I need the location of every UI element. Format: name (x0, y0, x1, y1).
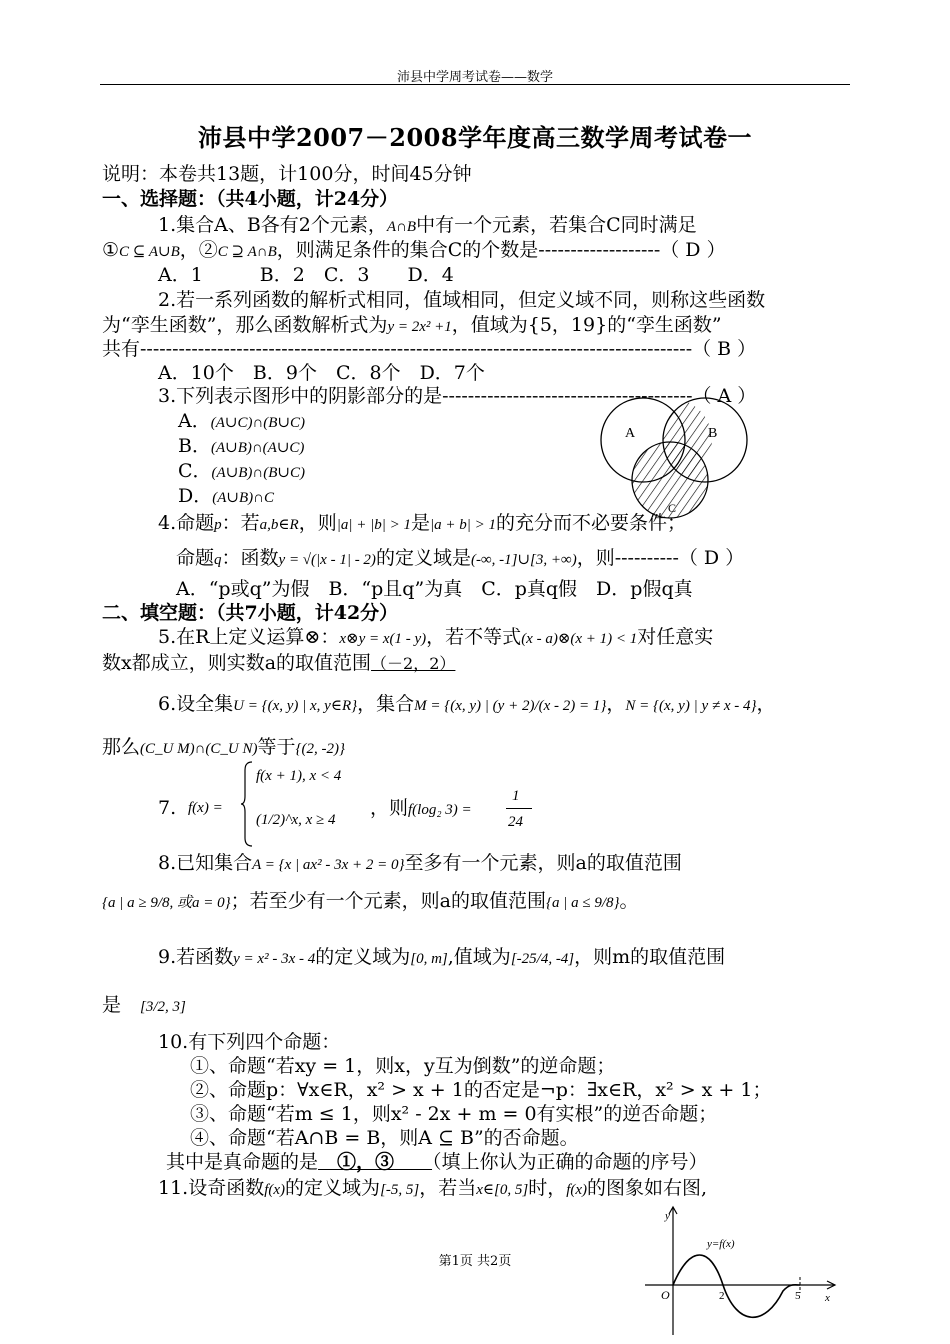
q9-answer: [3/2, 3] (140, 999, 186, 1015)
q2-line1: 2.若一系列函数的解析式相同，值域相同，但定义域不同，则称这些函数 (158, 289, 766, 311)
page-footer: 第1页 共2页 (438, 1254, 512, 1269)
q11-function-graph (645, 1205, 845, 1340)
q7-label: 7. (158, 797, 177, 819)
q5-answer: （－2，2） (371, 654, 456, 673)
q7-then: ，则f(log₂ 3) = (370, 797, 472, 819)
q9-line1: 9.若函数y = x² - 3x - 4的定义域为[0, m],值域为[-25/4, -4]，则m的取值范围 (158, 946, 726, 968)
graph-tick-5: 5 (795, 1290, 801, 1302)
venn-diagram (595, 390, 755, 530)
q1-line2: ①C ⊆ A∪B，②C ⊇ A∩B，则满足条件的集合C的个数是-------------------（ D ） (102, 239, 726, 261)
q9-line2: 是 [3/2, 3] (102, 994, 186, 1016)
q8-answer2: {a | a ≤ 9/8} (546, 895, 620, 911)
q3-option-b: B．(A∪B)∩(A∪C) (178, 435, 305, 457)
q2-options: A．10个 B．9个 C．8个 D．7个 (158, 362, 485, 384)
q7-answer-denominator: 24 (508, 814, 523, 830)
q3-option-a: A．(A∪C)∩(B∪C) (178, 410, 306, 432)
q10-prop4: ④、命题“若A∩B = B，则A ⊆ B”的否命题。 (190, 1127, 579, 1149)
graph-x-label: x (825, 1292, 830, 1304)
q2-line2: 为“孪生函数”，那么函数解析式为y = 2x² +1，值域为{5，19}的“孪生函数” (102, 314, 722, 336)
q6-line1: 6.设全集U = {(x, y) | x, y∈R}，集合M = {(x, y) | (y + 2)/(x - 2) = 1}，N = {(x, y) | y ≠ x - 4}， (158, 693, 776, 715)
q7-case2: (1/2)^x, x ≥ 4 (256, 812, 336, 828)
exam-instructions: 说明：本卷共13题，计100分，时间45分钟 (102, 163, 472, 185)
exam-title: 沛县中学2007－2008学年度高三数学周考试卷一 (197, 123, 753, 152)
q3-stem: 3.下列表示图形中的阴影部分的是---------------------------------------（ A ） (158, 385, 757, 407)
q4-options: A．“p或q”为假 B．“p且q”为真 C．p真q假 D．p假q真 (176, 578, 693, 600)
q1-options: A．1 B．2 C．3 D．4 (158, 264, 454, 286)
q8-line1: 8.已知集合A = {x | ax² - 3x + 2 = 0}至多有一个元素，则a的取值范围 (158, 852, 682, 874)
q10-conclusion: 其中是真命题的是 ①，③ （填上你认为正确的命题的序号） (166, 1151, 708, 1173)
header-rule (100, 84, 850, 85)
page-header: 沛县中学周考试卷——数学 (396, 70, 553, 85)
q7-answer-numerator: 1 (512, 788, 520, 804)
q5-line2: 数x都成立，则实数a的取值范围（－2，2） (102, 652, 456, 674)
venn-label-c: C (668, 501, 677, 515)
q2-line3: 共有--------------------------------------------------------------------------------------（ B ） (102, 338, 757, 360)
q1-line1: 1.集合A、B各有2个元素，A∩B中有一个元素，若集合C同时满足 (158, 214, 697, 236)
q6-answer: {(2, -2)} (295, 741, 346, 757)
graph-y-label: y (665, 1210, 670, 1222)
q4-line2: 命题q：函数y = √(|x - 1| - 2)的定义域是(-∞, -1]∪[3, +∞)，则----------（ D ） (176, 547, 745, 569)
q10-prop1: ①、命题“若xy = 1，则x，y互为倒数”的逆命题； (190, 1055, 616, 1077)
q7-brace (240, 760, 254, 848)
q4-line1: 4.命题p：若a,b∈R，则|a| + |b| > 1是|a + b| > 1的充分而不必要条件； (158, 512, 686, 534)
q10-answer: ①，③ (318, 1151, 433, 1173)
graph-tick-2: 2 (719, 1290, 725, 1302)
q7-case1: f(x + 1), x < 4 (256, 768, 342, 784)
section-fill-heading: 二、填空题：（共7小题，计42分） (102, 602, 399, 624)
venn-label-a: A (625, 426, 636, 441)
q8-answer1: {a | a ≥ 9/8, 或a = 0} (102, 895, 231, 911)
q10-stem: 10.有下列四个命题： (158, 1031, 341, 1053)
venn-label-b: B (708, 426, 718, 441)
q3-option-d: D．(A∪B)∩C (178, 485, 274, 507)
q10-prop2: ②、命题p：∀x∈R，x² > x + 1的否定是¬p：∃x∈R，x² > x + 1； (190, 1079, 772, 1101)
section-choice-heading: 一、选择题：（共4小题，计24分） (102, 188, 399, 210)
q6-line2: 那么(C_U M)∩(C_U N)等于{(2, -2)} (102, 736, 346, 758)
q3-option-c: C．(A∪B)∩(B∪C) (178, 460, 305, 482)
q11-line1: 11.设奇函数f(x)的定义域为[-5, 5]，若当x∈[0, 5]时，f(x)的图象如右图, (158, 1177, 708, 1199)
q10-prop3: ③、命题“若m ≤ 1，则x² - 2x + m = 0有实根”的逆否命题； (190, 1103, 718, 1125)
q7-fraction-bar (506, 808, 532, 809)
q5-line1: 5.在R上定义运算⊗：x⊗y = x(1 - y)，若不等式(x - a)⊗(x + 1) < 1对任意实 (158, 626, 714, 648)
q7-fx: f(x) = (188, 800, 223, 816)
graph-function-label: y=f(x) (707, 1238, 735, 1250)
q8-line2: {a | a ≥ 9/8, 或a = 0}；若至少有一个元素，则a的取值范围{a | a ≤ 9/8}。 (102, 890, 639, 912)
graph-origin-label: O (661, 1288, 670, 1302)
